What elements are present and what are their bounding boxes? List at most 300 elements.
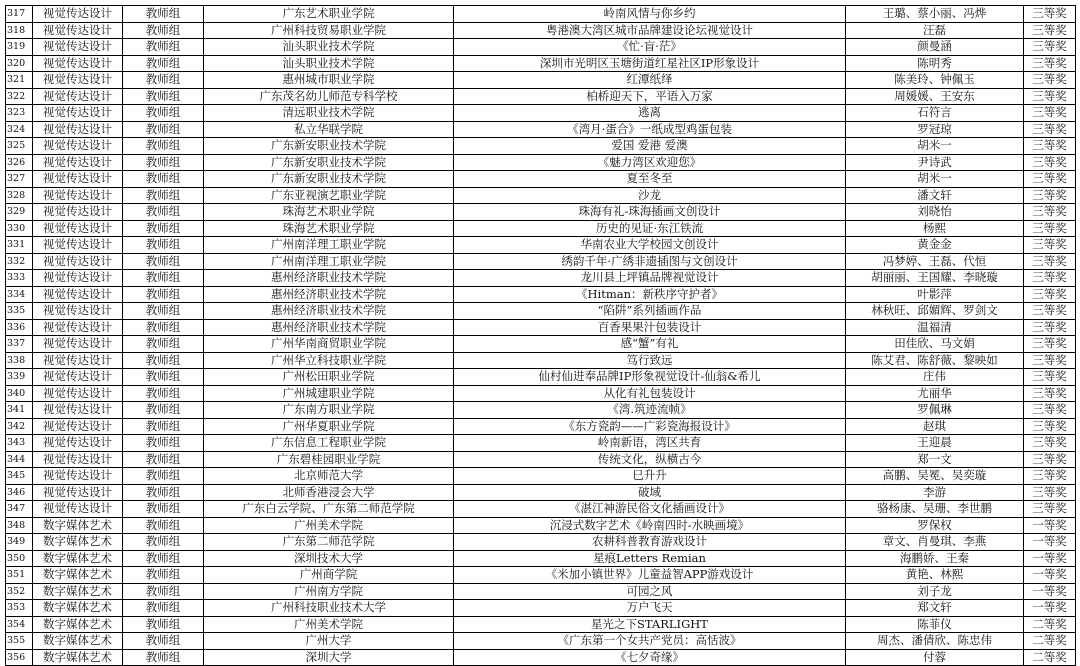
group-cell: 教师组 [123,303,204,320]
work-title-cell: 华南农业大学校园文创设计 [454,237,846,254]
work-title-cell: 《米加小镇世界》儿童益智APP游戏设计 [454,567,846,584]
work-title-cell: 珠海有礼-珠海插画文创设计 [454,204,846,221]
award-cell: 三等奖 [1024,187,1076,204]
award-cell: 三等奖 [1024,418,1076,435]
school-cell: 广州大学 [204,633,454,650]
award-cell: 二等奖 [1024,633,1076,650]
table-row [6,105,1076,122]
category-cell: 视觉传达设计 [33,55,123,72]
award-cell: 三等奖 [1024,204,1076,221]
work-title-cell: 沉浸式数字艺术《岭南四时-水映画境》 [454,517,846,534]
row-number-cell: 328 [6,187,33,204]
work-title-cell: 柏桥迎天下，平语入万家 [454,88,846,105]
table-row [6,6,1076,23]
school-cell: 广东新安职业技术学院 [204,154,454,171]
school-cell: 广州华立科技职业学院 [204,352,454,369]
category-cell: 视觉传达设计 [33,6,123,23]
work-title-cell: 破域 [454,484,846,501]
school-cell: 清远职业技术学院 [204,105,454,122]
group-cell: 教师组 [123,171,204,188]
category-cell: 数字媒体艺术 [33,550,123,567]
award-cell: 三等奖 [1024,6,1076,23]
category-cell: 数字媒体艺术 [33,600,123,617]
group-cell: 教师组 [123,237,204,254]
group-cell: 教师组 [123,286,204,303]
category-cell: 视觉传达设计 [33,220,123,237]
author-cell: 郑一文 [846,451,1024,468]
work-title-cell: 《忙·盲·茫》 [454,39,846,56]
table-row [6,253,1076,270]
author-cell: 胡米一 [846,138,1024,155]
category-cell: 数字媒体艺术 [33,616,123,633]
school-cell: 广东新安职业技术学院 [204,171,454,188]
category-cell: 数字媒体艺术 [33,517,123,534]
author-cell: 陈艾君、陈舒薇、黎映如 [846,352,1024,369]
table-row [6,319,1076,336]
category-cell: 视觉传达设计 [33,501,123,518]
row-number-cell: 325 [6,138,33,155]
award-cell: 一等奖 [1024,534,1076,551]
row-number-cell: 321 [6,72,33,89]
award-cell: 三等奖 [1024,451,1076,468]
category-cell: 视觉传达设计 [33,204,123,221]
work-title-cell: 《湾月·蛋合》一纸成型鸡蛋包装 [454,121,846,138]
award-cell: 二等奖 [1024,649,1076,666]
group-cell: 教师组 [123,385,204,402]
award-cell: 一等奖 [1024,517,1076,534]
table-row [6,583,1076,600]
category-cell: 视觉传达设计 [33,435,123,452]
work-title-cell: 深圳市光明区玉塘街道红星社区IP形象设计 [454,55,846,72]
row-number-cell: 341 [6,402,33,419]
row-number-cell: 347 [6,501,33,518]
group-cell: 教师组 [123,534,204,551]
table-row [6,187,1076,204]
author-cell: 罗保权 [846,517,1024,534]
work-title-cell: 感“蟹”有礼 [454,336,846,353]
group-cell: 教师组 [123,418,204,435]
group-cell: 教师组 [123,402,204,419]
table-row [6,600,1076,617]
row-number-cell: 348 [6,517,33,534]
row-number-cell: 331 [6,237,33,254]
author-cell: 黄金金 [846,237,1024,254]
category-cell: 视觉传达设计 [33,451,123,468]
work-title-cell: 历史的见证·东江铁流 [454,220,846,237]
group-cell: 教师组 [123,633,204,650]
table-row [6,237,1076,254]
work-title-cell: 逃离 [454,105,846,122]
group-cell: 教师组 [123,121,204,138]
school-cell: 广东南方职业学院 [204,402,454,419]
category-cell: 视觉传达设计 [33,369,123,386]
category-cell: 视觉传达设计 [33,187,123,204]
table-row [6,435,1076,452]
award-cell: 一等奖 [1024,567,1076,584]
author-cell: 胡米一 [846,171,1024,188]
category-cell: 视觉传达设计 [33,303,123,320]
group-cell: 教师组 [123,600,204,617]
school-cell: 广东亚视演艺职业学院 [204,187,454,204]
category-cell: 视觉传达设计 [33,105,123,122]
group-cell: 教师组 [123,501,204,518]
category-cell: 视觉传达设计 [33,336,123,353]
table-row [6,451,1076,468]
award-cell: 三等奖 [1024,253,1076,270]
row-number-cell: 345 [6,468,33,485]
category-cell: 视觉传达设计 [33,171,123,188]
award-cell: 三等奖 [1024,402,1076,419]
work-title-cell: 从化有礼包装设计 [454,385,846,402]
school-cell: 深圳大学 [204,649,454,666]
table-row [6,336,1076,353]
category-cell: 视觉传达设计 [33,352,123,369]
category-cell: 视觉传达设计 [33,22,123,39]
author-cell: 陈明秀 [846,55,1024,72]
group-cell: 教师组 [123,484,204,501]
table-row [6,550,1076,567]
author-cell: 海鹏娇、王秦 [846,550,1024,567]
work-title-cell: 巳升升 [454,468,846,485]
work-title-cell: 星痕Letters Remian [454,550,846,567]
work-title-cell: 《广东第一个女共产党员：高恬波》 [454,633,846,650]
row-number-cell: 336 [6,319,33,336]
work-title-cell: 爱国 爱港 爱澳 [454,138,846,155]
award-cell: 一等奖 [1024,600,1076,617]
table-row [6,402,1076,419]
work-title-cell: 岭南风情与你乡约 [454,6,846,23]
category-cell: 视觉传达设计 [33,253,123,270]
group-cell: 教师组 [123,22,204,39]
school-cell: 北京师范大学 [204,468,454,485]
table-row [6,501,1076,518]
table-row [6,567,1076,584]
group-cell: 教师组 [123,55,204,72]
award-cell: 一等奖 [1024,550,1076,567]
table-row [6,286,1076,303]
award-cell: 三等奖 [1024,121,1076,138]
work-title-cell: 笃行致远 [454,352,846,369]
group-cell: 教师组 [123,187,204,204]
row-number-cell: 322 [6,88,33,105]
school-cell: 广州美术学院 [204,616,454,633]
work-title-cell: 《湾.筑迹流帧》 [454,402,846,419]
row-number-cell: 344 [6,451,33,468]
table-row [6,418,1076,435]
row-number-cell: 326 [6,154,33,171]
award-cell: 三等奖 [1024,484,1076,501]
category-cell: 视觉传达设计 [33,402,123,419]
table-row [6,22,1076,39]
table-row [6,270,1076,287]
table-row [6,534,1076,551]
school-cell: 广东艺术职业学院 [204,6,454,23]
school-cell: 惠州城市职业学院 [204,72,454,89]
author-cell: 黄艳、林熙 [846,567,1024,584]
table-row [6,468,1076,485]
table-row [6,303,1076,320]
award-cell: 三等奖 [1024,220,1076,237]
award-cell: 三等奖 [1024,22,1076,39]
award-cell: 三等奖 [1024,171,1076,188]
work-title-cell: “陷阱”系列插画作品 [454,303,846,320]
author-cell: 潘文轩 [846,187,1024,204]
author-cell: 汪磊 [846,22,1024,39]
author-cell: 尹诗武 [846,154,1024,171]
category-cell: 数字媒体艺术 [33,534,123,551]
author-cell: 王迎晨 [846,435,1024,452]
school-cell: 广东第二师范学院 [204,534,454,551]
school-cell: 广东茂名幼儿师范专科学校 [204,88,454,105]
table-row [6,369,1076,386]
group-cell: 教师组 [123,105,204,122]
category-cell: 视觉传达设计 [33,418,123,435]
award-cell: 三等奖 [1024,369,1076,386]
school-cell: 广州美术学院 [204,517,454,534]
category-cell: 数字媒体艺术 [33,567,123,584]
row-number-cell: 334 [6,286,33,303]
award-cell: 三等奖 [1024,270,1076,287]
work-title-cell: 传统文化，纵横古今 [454,451,846,468]
category-cell: 数字媒体艺术 [33,633,123,650]
group-cell: 教师组 [123,369,204,386]
group-cell: 教师组 [123,583,204,600]
school-cell: 广州松田职业学院 [204,369,454,386]
category-cell: 视觉传达设计 [33,154,123,171]
work-title-cell: 红潭纸绎 [454,72,846,89]
category-cell: 视觉传达设计 [33,88,123,105]
category-cell: 视觉传达设计 [33,385,123,402]
table-row [6,72,1076,89]
group-cell: 教师组 [123,451,204,468]
row-number-cell: 350 [6,550,33,567]
work-title-cell: 《七夕奇缘》 [454,649,846,666]
work-title-cell: 沙龙 [454,187,846,204]
author-cell: 李游 [846,484,1024,501]
school-cell: 惠州经济职业技术学院 [204,303,454,320]
category-cell: 视觉传达设计 [33,121,123,138]
row-number-cell: 351 [6,567,33,584]
group-cell: 教师组 [123,517,204,534]
school-cell: 惠州经济职业技术学院 [204,319,454,336]
author-cell: 陈美玲、钟佩玉 [846,72,1024,89]
group-cell: 教师组 [123,616,204,633]
row-number-cell: 318 [6,22,33,39]
work-title-cell: 农耕科普教育游戏设计 [454,534,846,551]
group-cell: 教师组 [123,649,204,666]
award-cell: 三等奖 [1024,352,1076,369]
row-number-cell: 319 [6,39,33,56]
work-title-cell: 《Hitman：新秩序守护者》 [454,286,846,303]
author-cell: 冯梦婷、王磊、代恒 [846,253,1024,270]
row-number-cell: 330 [6,220,33,237]
author-cell: 胡丽丽、王国耀、李晓璇 [846,270,1024,287]
row-number-cell: 320 [6,55,33,72]
table-row [6,55,1076,72]
school-cell: 深圳技术大学 [204,550,454,567]
row-number-cell: 317 [6,6,33,23]
work-title-cell: 《东方瓷韵——广彩瓷海报设计》 [454,418,846,435]
author-cell: 章文、肖曼琪、李燕 [846,534,1024,551]
school-cell: 珠海艺术职业学院 [204,204,454,221]
author-cell: 周杰、潘倩欣、陈忠伟 [846,633,1024,650]
category-cell: 视觉传达设计 [33,72,123,89]
author-cell: 田佳欣、马文娟 [846,336,1024,353]
table-row [6,352,1076,369]
group-cell: 教师组 [123,550,204,567]
award-cell: 三等奖 [1024,237,1076,254]
author-cell: 付蓉 [846,649,1024,666]
work-title-cell: 《魅力湾区欢迎您》 [454,154,846,171]
award-cell: 二等奖 [1024,616,1076,633]
author-cell: 骆杨康、吴珊、李世鹏 [846,501,1024,518]
author-cell: 刘子龙 [846,583,1024,600]
group-cell: 教师组 [123,138,204,155]
category-cell: 视觉传达设计 [33,270,123,287]
table-row [6,484,1076,501]
group-cell: 教师组 [123,468,204,485]
award-cell: 三等奖 [1024,154,1076,171]
work-title-cell: 夏至冬至 [454,171,846,188]
school-cell: 珠海艺术职业学院 [204,220,454,237]
category-cell: 视觉传达设计 [33,39,123,56]
category-cell: 视觉传达设计 [33,138,123,155]
author-cell: 赵琪 [846,418,1024,435]
row-number-cell: 353 [6,600,33,617]
row-number-cell: 339 [6,369,33,386]
work-title-cell: 星光之下STARLIGHT [454,616,846,633]
school-cell: 广东新安职业技术学院 [204,138,454,155]
work-title-cell: 百香果果汁包装设计 [454,319,846,336]
group-cell: 教师组 [123,319,204,336]
row-number-cell: 329 [6,204,33,221]
table-row [6,121,1076,138]
school-cell: 广东白云学院、广东第二师范学院 [204,501,454,518]
work-title-cell: 龙川县上坪镇品牌视觉设计 [454,270,846,287]
award-list-sheet [5,5,1076,666]
work-title-cell: 绣韵千年·广绣非遗插图与文创设计 [454,253,846,270]
table-row [6,138,1076,155]
school-cell: 惠州经济职业技术学院 [204,286,454,303]
group-cell: 教师组 [123,270,204,287]
award-table-body [6,6,1076,666]
table-row [6,385,1076,402]
award-table [5,5,1076,666]
work-title-cell: 万户飞天 [454,600,846,617]
table-row [6,88,1076,105]
group-cell: 教师组 [123,253,204,270]
row-number-cell: 333 [6,270,33,287]
table-row [6,39,1076,56]
award-cell: 三等奖 [1024,55,1076,72]
school-cell: 汕头职业技术学院 [204,55,454,72]
school-cell: 广州南洋理工职业学院 [204,253,454,270]
school-cell: 广州南方学院 [204,583,454,600]
award-cell: 三等奖 [1024,286,1076,303]
group-cell: 教师组 [123,154,204,171]
category-cell: 视觉传达设计 [33,237,123,254]
school-cell: 广东碧桂园职业学院 [204,451,454,468]
group-cell: 教师组 [123,39,204,56]
author-cell: 王璐、蔡小丽、冯烨 [846,6,1024,23]
award-cell: 三等奖 [1024,385,1076,402]
work-title-cell: 仙村仙进奉品牌IP形象视觉设计-仙翁&希儿 [454,369,846,386]
school-cell: 广州科技职业技术大学 [204,600,454,617]
school-cell: 汕头职业技术学院 [204,39,454,56]
row-number-cell: 340 [6,385,33,402]
award-cell: 三等奖 [1024,319,1076,336]
table-row [6,517,1076,534]
author-cell: 罗冠琼 [846,121,1024,138]
award-cell: 三等奖 [1024,138,1076,155]
row-number-cell: 337 [6,336,33,353]
group-cell: 教师组 [123,72,204,89]
table-row [6,633,1076,650]
table-row [6,649,1076,666]
award-cell: 三等奖 [1024,501,1076,518]
author-cell: 周媛媛、王安东 [846,88,1024,105]
row-number-cell: 342 [6,418,33,435]
award-cell: 三等奖 [1024,468,1076,485]
group-cell: 教师组 [123,352,204,369]
award-cell: 三等奖 [1024,39,1076,56]
award-cell: 三等奖 [1024,105,1076,122]
row-number-cell: 343 [6,435,33,452]
row-number-cell: 338 [6,352,33,369]
school-cell: 惠州经济职业技术学院 [204,270,454,287]
row-number-cell: 323 [6,105,33,122]
award-cell: 一等奖 [1024,583,1076,600]
row-number-cell: 346 [6,484,33,501]
school-cell: 北师香港浸会大学 [204,484,454,501]
table-row [6,220,1076,237]
work-title-cell: 粤港澳大湾区城市品牌建设论坛视觉设计 [454,22,846,39]
group-cell: 教师组 [123,220,204,237]
row-number-cell: 354 [6,616,33,633]
work-title-cell: 可园之风 [454,583,846,600]
category-cell: 视觉传达设计 [33,468,123,485]
author-cell: 尤丽华 [846,385,1024,402]
school-cell: 私立华联学院 [204,121,454,138]
author-cell: 杨熙 [846,220,1024,237]
category-cell: 数字媒体艺术 [33,649,123,666]
group-cell: 教师组 [123,88,204,105]
row-number-cell: 335 [6,303,33,320]
author-cell: 颜曼涵 [846,39,1024,56]
author-cell: 刘晓怡 [846,204,1024,221]
work-title-cell: 岭南新语，湾区共育 [454,435,846,452]
row-number-cell: 349 [6,534,33,551]
table-row [6,154,1076,171]
group-cell: 教师组 [123,6,204,23]
category-cell: 视觉传达设计 [33,286,123,303]
table-row [6,616,1076,633]
school-cell: 广州华南商贸职业学院 [204,336,454,353]
row-number-cell: 332 [6,253,33,270]
author-cell: 叶影萍 [846,286,1024,303]
author-cell: 郑文轩 [846,600,1024,617]
table-row [6,204,1076,221]
author-cell: 林秋旺、邱媚辉、罗剑文 [846,303,1024,320]
table-row [6,171,1076,188]
award-cell: 三等奖 [1024,435,1076,452]
author-cell: 陈菲仪 [846,616,1024,633]
row-number-cell: 327 [6,171,33,188]
group-cell: 教师组 [123,435,204,452]
author-cell: 石符言 [846,105,1024,122]
school-cell: 广州商学院 [204,567,454,584]
author-cell: 罗佩琳 [846,402,1024,419]
